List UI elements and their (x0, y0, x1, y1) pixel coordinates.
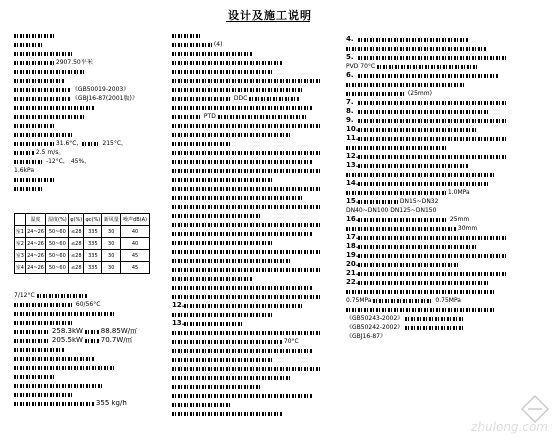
text-line (346, 288, 542, 295)
table-cell: 30 (102, 238, 121, 250)
pressure-line (346, 189, 542, 196)
standard-ref (14, 95, 162, 102)
table-cell: 24~26 (25, 226, 46, 238)
text-line (172, 86, 340, 93)
standard-ref-1: 《GB50243-2002》 (346, 315, 404, 322)
test-pressure: 1.0MPa (447, 189, 470, 196)
thickness-value: (25mm) (407, 90, 432, 97)
numbered-item (346, 243, 542, 250)
item-number: 19. (346, 252, 359, 259)
text-line (172, 149, 340, 156)
item-number: 8. (346, 108, 354, 115)
table-header-cell: 新风量 (102, 214, 121, 226)
winter-line (14, 158, 162, 165)
ddc-ref: DDC (233, 95, 248, 102)
text-line (14, 355, 162, 362)
numbered-item (346, 279, 542, 286)
area-line (14, 59, 162, 66)
text-line (346, 171, 542, 178)
standard-2: 《GBJ16-87(2001版)》 (71, 95, 138, 102)
value-line (346, 207, 542, 214)
text-line (346, 306, 542, 313)
item-number: 21. (346, 270, 359, 277)
load-line (14, 337, 162, 344)
steam-flow: 355 kg/h (95, 400, 127, 407)
text-line (172, 410, 340, 417)
ddc-line (172, 95, 340, 102)
summer-temp: 31.6°C， (55, 140, 83, 147)
table-cell: 30 (102, 262, 121, 274)
numbered-item (346, 54, 542, 61)
table-row (15, 250, 150, 262)
table-cell: 335 (84, 262, 102, 274)
column-1-lower (14, 292, 162, 409)
text-line (14, 122, 162, 129)
wind-speed: 2.5 m/s。 (35, 149, 65, 156)
table-cell: 335 (84, 250, 102, 262)
temp-line (14, 140, 162, 147)
item-number: 9. (346, 117, 354, 124)
standard-ref-3: 《GBJ16-87》 (346, 333, 386, 340)
numbered-item (346, 162, 542, 169)
text-line (14, 176, 162, 183)
item-number: 15. (346, 198, 359, 205)
text-line (172, 203, 340, 210)
text-line (172, 59, 340, 66)
text-line (172, 248, 340, 255)
table-cell: 24~26 (25, 262, 46, 274)
text-line (172, 257, 340, 264)
standard-1: 《GB50019-2003》 (71, 86, 130, 93)
text-line (172, 365, 340, 372)
text-line (14, 346, 162, 353)
ref-4: (4) (213, 41, 223, 48)
text-line (346, 81, 542, 88)
item-number: 16. (346, 216, 359, 223)
table-cell: 50~60 (46, 226, 69, 238)
item-number: 13. (172, 320, 185, 327)
item-number: 12. (172, 302, 185, 309)
temp-line (172, 338, 340, 345)
text-line (172, 50, 340, 57)
numbered-item (346, 153, 542, 160)
text-line (172, 77, 340, 84)
winter-temp: -12°C， (45, 158, 69, 165)
ptd-ref: PTD (203, 113, 216, 120)
standard-ref (346, 315, 542, 322)
text-line (14, 104, 162, 111)
item-number: 12. (346, 153, 359, 160)
item-number: 6. (346, 72, 354, 79)
table-cell: ≤28 (69, 238, 84, 250)
text-line (172, 293, 340, 300)
text-line (172, 356, 340, 363)
table-cell: 50~60 (46, 250, 69, 262)
text-line (14, 301, 162, 308)
text-line (172, 122, 340, 129)
pipe-material: PVD 70°C (346, 63, 376, 70)
item-number: 17. (346, 234, 359, 241)
table-cell: 24~26 (25, 250, 46, 262)
text-line (14, 50, 162, 57)
text-line (14, 364, 162, 371)
table-header-cell: 温度 (25, 214, 46, 226)
text-line (14, 382, 162, 389)
table-cell: 30 (102, 226, 121, 238)
text-line (172, 401, 340, 408)
numbered-item (346, 99, 542, 106)
table-cell: 45 (121, 262, 150, 274)
text-line (14, 131, 162, 138)
numbered-item (346, 198, 542, 205)
title-underline (226, 21, 310, 22)
insulation-thickness-1: 25mm (449, 216, 470, 223)
text-line (172, 131, 340, 138)
table-cell: 室4 (15, 262, 26, 274)
work-pressure: 0.75MPa (346, 297, 372, 304)
text-line (172, 68, 340, 75)
numbered-item (346, 108, 542, 115)
heating-index: 70.7W/㎡ (100, 337, 133, 344)
text-line (172, 329, 340, 336)
table-header-cell (15, 214, 26, 226)
table-cell: 室2 (15, 238, 26, 250)
text-line (14, 391, 162, 398)
text-line (172, 275, 340, 282)
insulation-temp: 70°C (283, 338, 299, 345)
section-heading (172, 32, 340, 39)
table-cell: 50~60 (46, 238, 69, 250)
numbered-item (346, 252, 542, 259)
text-line (172, 221, 340, 228)
text-line (14, 68, 162, 75)
text-line (14, 185, 162, 192)
column-2 (172, 32, 340, 419)
table-cell: 50~60 (46, 262, 69, 274)
numbered-item (346, 117, 542, 124)
item-number: 10. (346, 126, 359, 133)
winter-humidity: 45%， (70, 158, 91, 165)
ptd-line (172, 113, 340, 120)
table-header-cell: φ(%) (69, 214, 84, 226)
temp-line (14, 292, 162, 299)
numbered-item (172, 320, 340, 327)
standard-ref (14, 86, 162, 93)
column-1 (14, 32, 162, 194)
text-line (172, 347, 340, 354)
table-cell: ≤28 (69, 226, 84, 238)
item-number: 22. (346, 279, 359, 286)
pipe-range-1: DN15~DN32 (399, 198, 439, 205)
wet-bulb-temp: 215°C， (102, 140, 128, 147)
numbered-item (346, 270, 542, 277)
text-line (172, 266, 340, 273)
table-cell: 室1 (15, 226, 26, 238)
text-line (14, 319, 162, 326)
load-line (14, 328, 162, 335)
standard-ref (346, 333, 542, 340)
pipe-range-3: DN125~DN150 (390, 207, 437, 214)
item-number: 5. (346, 54, 354, 61)
numbered-item (346, 261, 542, 268)
text-line (346, 45, 542, 52)
text-line (172, 185, 340, 192)
text-line (172, 41, 340, 48)
item-number: 7. (346, 99, 354, 106)
text-line (172, 392, 340, 399)
text-line (172, 311, 340, 318)
item-number: 11. (346, 135, 359, 142)
text-line (172, 383, 340, 390)
item-number: 20. (346, 261, 359, 268)
text-line (172, 212, 340, 219)
numbered-item (346, 216, 542, 223)
value-line (346, 90, 542, 97)
building-area: 2907.50平米 (55, 59, 93, 66)
text-line (172, 104, 340, 111)
item-number: 18. (346, 243, 359, 250)
table-header-cell: φc(%) (84, 214, 102, 226)
text-line (172, 158, 340, 165)
numbered-item (346, 126, 542, 133)
standard-ref-2: 《GB50242-2002》 (346, 324, 404, 331)
text-line (346, 144, 542, 151)
text-line (14, 310, 162, 317)
document-title: 设计及施工说明 (228, 9, 312, 22)
item-number: 4. (346, 36, 354, 43)
table-cell: 24~26 (25, 238, 46, 250)
value-line (346, 63, 542, 70)
numbered-item (346, 234, 542, 241)
item-number: 13. (346, 162, 359, 169)
item-number: 14. (346, 180, 359, 187)
pressure: 1.6kPa (14, 167, 35, 174)
insulation-thickness-2: 30mm (457, 225, 478, 232)
table-cell: ≤28 (69, 250, 84, 262)
table-row (15, 226, 150, 238)
text-line (172, 230, 340, 237)
watermark-text: zhulong.com (471, 420, 548, 434)
text-line (172, 194, 340, 201)
table-cell: 335 (84, 226, 102, 238)
pressure-line (14, 167, 162, 174)
text-line (14, 113, 162, 120)
table-cell: 45 (121, 250, 150, 262)
cooling-index: 88.85W/㎡ (100, 328, 138, 335)
text-line (172, 284, 340, 291)
pressure-line (346, 297, 542, 304)
table-header-cell: 湿度(%) (46, 214, 69, 226)
text-line (172, 374, 340, 381)
table-row (15, 238, 150, 250)
table-cell: 335 (84, 238, 102, 250)
text-line (14, 373, 162, 380)
hot-water-temp: 60/56°C (75, 301, 101, 308)
text-line (14, 41, 162, 48)
table-cell: 40 (121, 238, 150, 250)
column-3 (346, 36, 542, 342)
text-line (172, 176, 340, 183)
text-line (172, 140, 340, 147)
table-row (15, 262, 150, 274)
text-line (14, 77, 162, 84)
pipe-range-2: DN40~DN100 (346, 207, 389, 214)
chilled-water-temp: 7/12°C (14, 292, 35, 299)
text-line (172, 167, 340, 174)
numbered-item (346, 72, 542, 79)
table-cell: 30 (102, 250, 121, 262)
table-cell: ≤28 (69, 262, 84, 274)
numbered-item (346, 36, 542, 43)
table-cell: 室3 (15, 250, 26, 262)
cooling-load: 258.3kW (51, 328, 83, 335)
numbered-item (346, 180, 542, 187)
section-heading (14, 32, 162, 39)
design-parameter-table (14, 213, 150, 274)
numbered-item (172, 302, 340, 309)
flow-line (14, 400, 162, 407)
table-header-row (15, 214, 150, 226)
test-pressure-2: 0.75MPa (435, 297, 461, 304)
table-cell: 40 (121, 226, 150, 238)
heating-load: 205.5kW (51, 337, 83, 344)
text-line (172, 239, 340, 246)
standard-ref (346, 324, 542, 331)
wind-line (14, 149, 162, 156)
numbered-item (346, 135, 542, 142)
table-header-cell: 噪声dB(A) (121, 214, 150, 226)
value-line (346, 225, 542, 232)
